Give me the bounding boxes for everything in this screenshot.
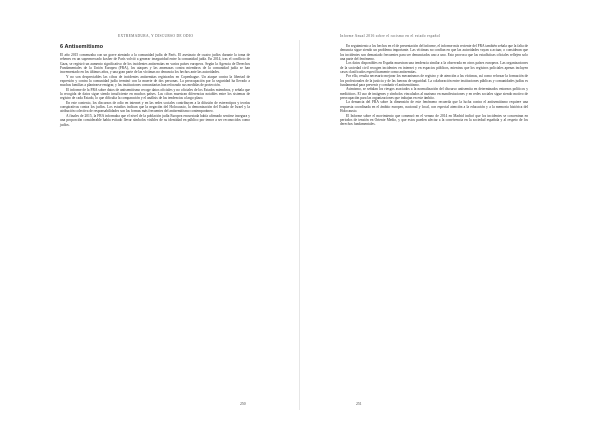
paragraph: Por ello, resulta necesario mejorar los mecanismos de registro y de atención a las víctimas, así como reforzar la formación de los profesionales de la justicia y de las fuerzas de seguridad. La colaboración entre instituciones públicas y comunidades judías es fundamental para prevenir y combatir el antisemitismo. [340, 74, 528, 88]
paragraph: El informe de la FRA sobre datos de antisemitismo recoge datos oficiales y no oficiales de los Estados miembros, y señala que la recogida de datos sigue siendo insuficiente en muchos países. Las cifras muestran diferencias notables entre los sistemas de registro de cada Estado, lo que dificulta la comparación y el análisis de las tendencias a largo plazo. [60, 87, 250, 101]
paragraph: En seguimiento a los hechos en el de presentación del informe, el informe más reciente del FRA también señala que la falta de denuncia sigue siendo un problema importante. Las víctimas no confían en que las autoridades vayan a actuar, o consideran que los incidentes son demasiado frecuentes para ser denunciados uno a uno. Esto provoca que las estadísticas oficiales reflejen solo una parte del fenómeno. [340, 44, 528, 62]
page-number: 250 [240, 402, 246, 406]
paragraph: El año 2015 comenzaba con un grave atentado a la comunidad judía de París. El asesinato de cuatro judíos durante la toma de rehenes en un supermercado kosher de París volvió a generar inseguridad entre la comunidad judía. En 2014, tras el conflicto de Gaza, se registró un aumento significativo de los incidentes antisemitas en varios países europeos. Según la Agencia de Derechos Fundamentales de la Unión Europea (FRA), los ataques y las amenazas contra miembros de la comunidad judía se han incrementado en los últimos años, y una gran parte de las víctimas no denuncia los hechos ante las autoridades. [60, 53, 250, 75]
page-number: 251 [356, 402, 362, 406]
paragraph: En este contexto, los discursos de odio en internet y en las redes sociales contribuyen a la difusión de estereotipos y teorías conspirativas contra los judíos. Los estudios indican que la negación del Holocausto, la demonización del Estado de Israel y la atribución colectiva de responsabilidades son las formas más frecuentes del antisemitismo contemporáneo. [60, 100, 250, 114]
paragraph: El Informe sobre el movimiento que comenzó en el verano de 2014 en Madrid indicó que los incidentes se concentran en periodos de tensión en Oriente Medio, y que estos pueden afectar a la convivencia en la sociedad española y al respeto de los derechos fundamentales. [340, 113, 528, 127]
body-text [60, 53, 250, 127]
body-text [340, 44, 528, 127]
running-head: Informe Anual 2016 sobre el racismo en el estado español [340, 34, 441, 38]
paragraph: Asimismo, se señalan los riesgos asociados a la normalización del discurso antisemita en determinados entornos políticos y mediáticos. El uso de imágenes y símbolos vinculados al nazismo en manifestaciones y en redes sociales sigue siendo motivo de preocupación para las organizaciones que trabajan en este ámbito. [340, 87, 528, 101]
right-page [300, 0, 600, 424]
running-head: EXTREMADURA, Y DISCURSO DE ODIO [118, 34, 194, 38]
paragraph: Los datos disponibles en España muestran una tendencia similar a la observada en otros países europeos. Las organizaciones de la sociedad civil recogen incidentes en internet y en espacios públicos, mientras que los registros policiales apenas incluyen casos clasificados específicamente como antisemitas. [340, 61, 528, 75]
paragraph: Y no son despreciables las cifras de incidentes antisemitas registrados en Copenhague. Un ataque contra la libertad de expresión y contra la comunidad judía terminó con la muerte de dos personas. La preocupación por la seguridad ha llevado a muchas familias a plantearse emigrar, y las instituciones comunitarias han reforzado sus medidas de protección. [60, 74, 250, 88]
paragraph: A finales de 2015, la FRA informaba que el nivel de la población judía Europea encuestada había afirmado sentirse insegura y una proporción considerable había evitado llevar símbolos visibles de su identidad en público por temor a ser reconocidos como judíos. [60, 113, 250, 127]
paragraph: La denuncia del FRA sobre la dimensión de este fenómeno recuerda que la lucha contra el antisemitismo requiere una respuesta coordinada en el ámbito europeo, nacional y local, con especial atención a la educación y a la memoria histórica del Holocausto. [340, 100, 528, 114]
section-title: 6 Antisemitismo [60, 44, 103, 50]
